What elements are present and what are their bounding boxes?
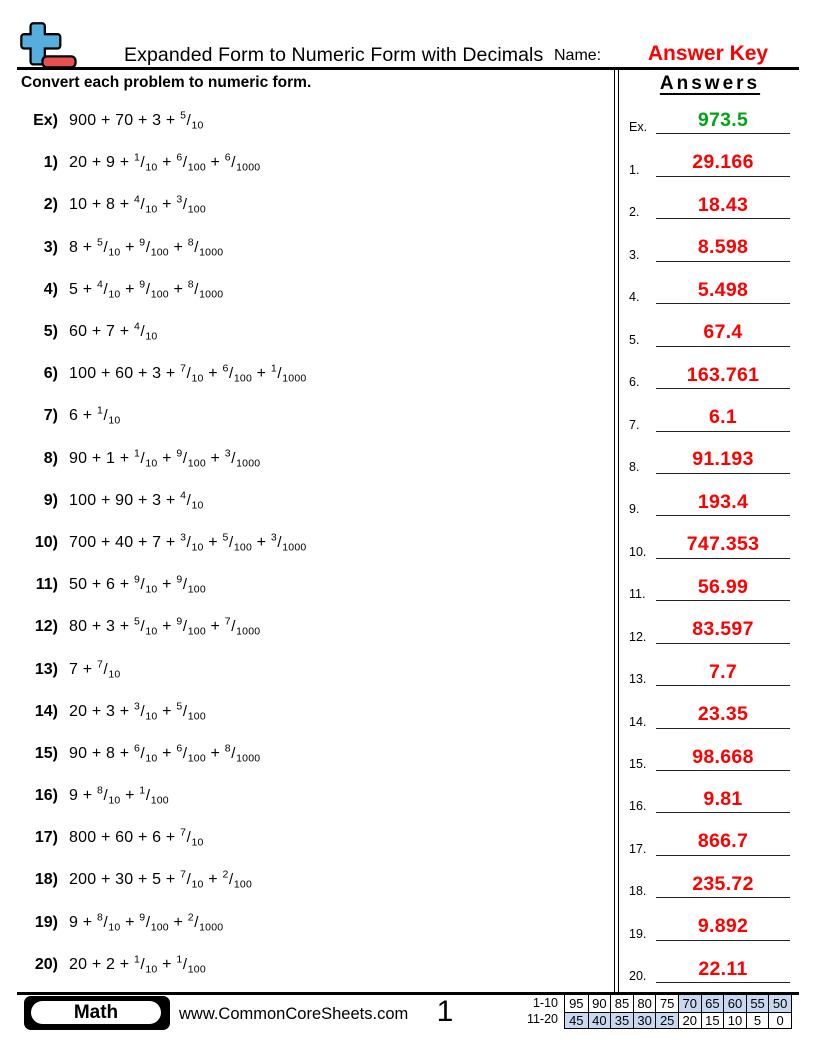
- answers-list: [629, 94, 791, 985]
- answer-value: 7.7: [708, 660, 737, 683]
- answer-number: Ex.: [629, 120, 648, 135]
- problem-expression: $90 + 1 + ^1/_{10} + ^9/_{100} + ^3/_{1000}$: [69, 447, 261, 470]
- answer-row: [629, 688, 791, 730]
- answer-blank-line: [656, 524, 790, 559]
- score-range-labels: [495, 995, 558, 1029]
- answer-blank-line: [656, 736, 790, 771]
- problem-expression: $20 + 9 + ^1/_{10} + ^6/_{100} + ^6/_{1000}$: [69, 151, 261, 174]
- answer-row: [629, 561, 791, 603]
- score-cell: 45: [565, 1012, 588, 1029]
- problem-row: [20, 691, 608, 733]
- fraction: $^8/_{1000}$: [187, 278, 224, 301]
- fraction: $^1/_{10}$: [133, 447, 158, 470]
- problem-expression: $20 + 2 + ^1/_{10} + ^1/_{100}$: [69, 953, 206, 976]
- fraction: $^1/_{1000}$: [270, 362, 307, 385]
- answer-blank-line: [656, 778, 790, 813]
- score-cell: 85: [610, 995, 633, 1012]
- score-cell: 5: [746, 1012, 769, 1029]
- answer-number: 9.: [629, 502, 640, 517]
- answer-value: 91.193: [692, 448, 754, 471]
- fraction: $^9/_{10}$: [133, 573, 158, 596]
- problem-row: [20, 817, 608, 859]
- fraction: $^9/_{100}$: [139, 911, 169, 934]
- problem-expression: $6 + ^1/_{10}$: [69, 404, 121, 427]
- fraction: $^2/_{100}$: [222, 868, 252, 891]
- answer-row: [629, 815, 791, 857]
- problem-expression: $800 + 60 + 6 + ^7/_{10}$: [69, 826, 204, 849]
- score-cell: 35: [610, 1012, 633, 1029]
- answer-blank-line: [656, 821, 790, 856]
- answer-value: 83.597: [692, 618, 754, 641]
- answer-row: [629, 518, 791, 560]
- fraction: $^6/_{1000}$: [224, 151, 261, 174]
- score-cell: 90: [588, 995, 611, 1012]
- answer-key-label: Answer Key: [647, 42, 769, 65]
- answer-value: 22.11: [698, 957, 748, 980]
- problem-row: [20, 775, 608, 817]
- problem-expression: $100 + 90 + 3 + ^4/_{10}$: [69, 489, 204, 512]
- fraction: $^7/_{10}$: [180, 362, 204, 385]
- answer-row: [629, 136, 791, 178]
- answer-value: 973.5: [697, 108, 749, 131]
- answer-blank-line: [656, 694, 790, 729]
- score-cell: 15: [701, 1012, 724, 1029]
- instruction-text: Convert each problem to numeric form.: [21, 74, 312, 91]
- answer-blank-line: [656, 99, 790, 134]
- answer-number: 14.: [629, 714, 647, 729]
- problem-number: 11): [35, 576, 58, 594]
- answer-row: [629, 476, 791, 518]
- answer-number: 18.: [629, 884, 647, 899]
- fraction: $^7/_{1000}$: [224, 615, 261, 638]
- answer-blank-line: [656, 439, 790, 474]
- problem-row: [20, 353, 608, 395]
- answer-row: [629, 94, 791, 136]
- answer-row: [629, 900, 791, 942]
- problem-row: [20, 142, 608, 184]
- fraction: $^5/_{10}$: [133, 615, 158, 638]
- score-cell: 80: [633, 995, 656, 1012]
- problem-row: [20, 606, 608, 648]
- problem-number: 13): [34, 660, 58, 678]
- problem-expression: $20 + 3 + ^3/_{10} + ^5/_{100}$: [69, 700, 206, 723]
- answer-number: 11.: [629, 587, 646, 602]
- answer-number: 2.: [629, 205, 640, 220]
- fraction: $^6/_{100}$: [176, 151, 206, 174]
- fraction: $^8/_{10}$: [96, 784, 121, 807]
- answer-row: [629, 773, 791, 815]
- fraction: $^9/_{100}$: [139, 236, 169, 259]
- problem-expression: $9 + ^8/_{10} + ^1/_{100}$: [69, 784, 169, 807]
- problem-row: [20, 902, 608, 944]
- problems-list: [20, 100, 608, 986]
- problem-row: [20, 944, 608, 986]
- answer-number: 1.: [629, 162, 640, 177]
- score-cell: 70: [678, 995, 701, 1012]
- score-grid: [564, 994, 792, 1029]
- problem-number: 14): [34, 702, 58, 720]
- problem-expression: $8 + ^5/_{10} + ^9/_{100} + ^8/_{1000}$: [69, 236, 224, 259]
- answer-number: 13.: [629, 672, 647, 687]
- problem-row: [20, 227, 608, 269]
- answer-value: 98.668: [692, 745, 754, 768]
- answer-blank-line: [656, 312, 790, 347]
- fraction: $^1/_{100}$: [176, 953, 206, 976]
- problem-number: 10): [34, 533, 58, 551]
- fraction: $^9/_{100}$: [176, 447, 206, 470]
- score-cell: 75: [655, 995, 678, 1012]
- fraction: $^1/_{10}$: [133, 953, 158, 976]
- name-label: Name:: [554, 47, 602, 64]
- answer-blank-line: [656, 142, 790, 177]
- fraction: $^3/_{100}$: [176, 193, 206, 216]
- answer-value: 29.166: [692, 151, 754, 174]
- answer-value: 6.1: [708, 406, 737, 428]
- fraction: $^3/_{10}$: [133, 700, 158, 723]
- problem-number: 20): [34, 955, 58, 973]
- problem-row: [20, 438, 608, 480]
- score-cell: 50: [768, 995, 791, 1012]
- fraction: $^5/_{100}$: [222, 531, 252, 554]
- answer-blank-line: [656, 948, 790, 983]
- answer-row: [629, 349, 791, 391]
- score-cell: 40: [588, 1012, 611, 1029]
- answer-value: 23.35: [697, 703, 749, 726]
- answer-row: [629, 264, 791, 306]
- fraction: $^6/_{100}$: [176, 742, 206, 765]
- answer-blank-line: [656, 566, 790, 601]
- plus-minus-logo-icon: [20, 22, 78, 69]
- answer-number: 19.: [629, 926, 647, 941]
- answer-number: 8.: [629, 459, 640, 474]
- answer-value: 8.598: [697, 236, 749, 259]
- answer-row: [629, 434, 791, 476]
- fraction: $^6/_{100}$: [222, 362, 252, 385]
- answer-value: 56.99: [697, 575, 749, 598]
- page-title: Expanded Form to Numeric Form with Decimals: [124, 44, 544, 66]
- fraction: $^5/_{100}$: [176, 700, 206, 723]
- fraction: $^9/_{100}$: [176, 615, 206, 638]
- answer-blank-line: [656, 354, 790, 389]
- problem-expression: $700 + 40 + 7 + ^3/_{10} + ^5/_{100} + ^3/_{1000}$: [69, 531, 307, 554]
- answer-number: 5.: [629, 332, 640, 347]
- answer-value: 866.7: [697, 830, 749, 853]
- problem-number: 2): [43, 196, 58, 214]
- problem-number: 3): [43, 238, 58, 256]
- score-range-label: 1-10: [532, 995, 558, 1010]
- answer-row: [629, 943, 791, 985]
- answer-row: [629, 858, 791, 900]
- problem-row: [20, 564, 608, 606]
- subject-badge-pill: [29, 999, 163, 1026]
- score-cell: 25: [655, 1012, 678, 1029]
- problem-expression: $50 + 6 + ^9/_{10} + ^9/_{100}$: [69, 573, 206, 596]
- fraction: $^4/_{10}$: [96, 278, 121, 301]
- score-cell: 10: [723, 1012, 746, 1029]
- problem-number: 7): [43, 407, 58, 425]
- fraction: $^7/_{10}$: [180, 826, 204, 849]
- answer-value: 18.43: [697, 193, 749, 216]
- answer-number: 4.: [629, 290, 640, 305]
- answer-blank-line: [656, 906, 790, 941]
- score-cell: 0: [768, 1012, 791, 1029]
- fraction: $^1/_{10}$: [96, 404, 121, 427]
- answer-value: 67.4: [703, 321, 743, 344]
- page-number: 1: [436, 995, 454, 1028]
- fraction: $^9/_{100}$: [139, 278, 169, 301]
- problem-expression: $10 + 8 + ^4/_{10} + ^3/_{100}$: [69, 193, 206, 216]
- fraction: $^8/_{1000}$: [224, 742, 261, 765]
- problem-number: 12): [34, 618, 58, 636]
- answer-blank-line: [656, 651, 790, 686]
- answers-title: Answers: [659, 73, 761, 94]
- answer-row: [629, 221, 791, 263]
- answer-number: 6.: [629, 375, 640, 390]
- problem-row: [20, 648, 608, 690]
- score-cell: 65: [701, 995, 724, 1012]
- problem-number: 17): [34, 829, 58, 847]
- score-cell: 30: [633, 1012, 656, 1029]
- answer-value: 747.353: [686, 533, 760, 556]
- fraction: $^7/_{10}$: [180, 868, 204, 891]
- fraction: $^8/_{10}$: [96, 911, 121, 934]
- fraction: $^3/_{10}$: [180, 531, 204, 554]
- score-cell: 95: [569, 995, 584, 1011]
- answer-row: [629, 179, 791, 221]
- problem-expression: $900 + 70 + 3 + ^5/_{10}$: [69, 109, 204, 132]
- fraction: $^5/_{10}$: [180, 109, 204, 132]
- answer-row: [629, 391, 791, 433]
- answer-value: 193.4: [697, 490, 749, 513]
- problem-number: 1): [43, 154, 58, 172]
- subject-label: Math: [73, 1001, 119, 1023]
- subject-badge: [24, 996, 170, 1030]
- problem-row: [20, 395, 608, 437]
- score-cell: 60: [723, 995, 746, 1012]
- header-divider-line: [17, 67, 799, 70]
- problem-row: [20, 480, 608, 522]
- problem-expression: $5 + ^4/_{10} + ^9/_{100} + ^8/_{1000}$: [69, 278, 224, 301]
- answer-number: 20.: [629, 969, 647, 984]
- problem-number: 4): [43, 280, 58, 298]
- fraction: $^5/_{10}$: [96, 236, 121, 259]
- problem-expression: $7 + ^7/_{10}$: [69, 658, 121, 681]
- problem-expression: $60 + 7 + ^4/_{10}$: [69, 320, 158, 343]
- problem-number: 15): [34, 744, 58, 762]
- problem-row: [20, 100, 608, 142]
- answer-blank-line: [656, 397, 790, 432]
- problem-number: 16): [34, 787, 58, 805]
- fraction: $^4/_{10}$: [133, 193, 158, 216]
- answer-blank-line: [656, 227, 790, 262]
- problem-row: [20, 311, 608, 353]
- column-divider-line: [614, 69, 619, 994]
- problem-row: [20, 522, 608, 564]
- fraction: $^3/_{1000}$: [270, 531, 307, 554]
- problem-number: Ex): [33, 112, 58, 130]
- answer-number: 16.: [629, 799, 647, 814]
- fraction: $^1/_{10}$: [133, 151, 158, 174]
- score-cell: 20: [678, 1012, 701, 1029]
- fraction: $^9/_{100}$: [176, 573, 206, 596]
- fraction: $^4/_{10}$: [133, 320, 158, 343]
- problem-row: [20, 269, 608, 311]
- answer-number: 3.: [629, 247, 640, 262]
- answer-row: [629, 603, 791, 645]
- problem-row: [20, 184, 608, 226]
- fraction: $^7/_{10}$: [96, 658, 121, 681]
- answer-value: 9.892: [697, 915, 749, 938]
- answer-blank-line: [656, 481, 790, 516]
- answer-row: [629, 731, 791, 773]
- answer-blank-line: [656, 863, 790, 898]
- answer-number: 17.: [629, 841, 647, 856]
- problem-row: [20, 859, 608, 901]
- problem-number: 19): [34, 913, 58, 931]
- answer-row: [629, 646, 791, 688]
- fraction: $^8/_{1000}$: [187, 236, 224, 259]
- fraction: $^6/_{10}$: [133, 742, 158, 765]
- problem-expression: $200 + 30 + 5 + ^7/_{10} + ^2/_{100}$: [69, 868, 252, 891]
- answer-row: [629, 306, 791, 348]
- answer-blank-line: [656, 269, 790, 304]
- answer-number: 7.: [629, 417, 640, 432]
- problem-number: 6): [43, 365, 58, 383]
- answer-number: 15.: [629, 757, 647, 771]
- problem-expression: $90 + 8 + ^6/_{10} + ^6/_{100} + ^8/_{1000}$: [69, 742, 261, 765]
- problem-expression: $100 + 60 + 3 + ^7/_{10} + ^6/_{100} + ^1/_{1000}$: [69, 362, 307, 385]
- problem-expression: $9 + ^8/_{10} + ^9/_{100} + ^2/_{1000}$: [69, 911, 224, 934]
- answer-value: 235.72: [692, 872, 754, 895]
- answer-number: 10.: [629, 544, 647, 559]
- problem-number: 8): [43, 449, 58, 467]
- fraction: $^4/_{10}$: [180, 489, 204, 512]
- fraction: $^2/_{1000}$: [187, 911, 224, 934]
- answer-blank-line: [656, 609, 790, 644]
- score-range-label: 11-20: [526, 1012, 558, 1027]
- fraction: $^1/_{100}$: [139, 784, 169, 807]
- answer-blank-line: [656, 184, 790, 219]
- score-cell: 55: [746, 995, 769, 1012]
- problem-row: [20, 733, 608, 775]
- problem-number: 9): [43, 491, 58, 509]
- answer-value: 5.498: [697, 278, 749, 301]
- answer-number: 12.: [629, 629, 647, 644]
- fraction: $^3/_{1000}$: [224, 447, 261, 470]
- answer-value: 9.81: [703, 787, 743, 810]
- answer-value: 163.761: [686, 363, 760, 386]
- problem-number: 5): [43, 323, 58, 341]
- problem-number: 18): [34, 871, 58, 889]
- problem-expression: $80 + 3 + ^5/_{10} + ^9/_{100} + ^7/_{1000}$: [69, 615, 261, 638]
- website-url: www.CommonCoreSheets.com: [179, 1005, 409, 1023]
